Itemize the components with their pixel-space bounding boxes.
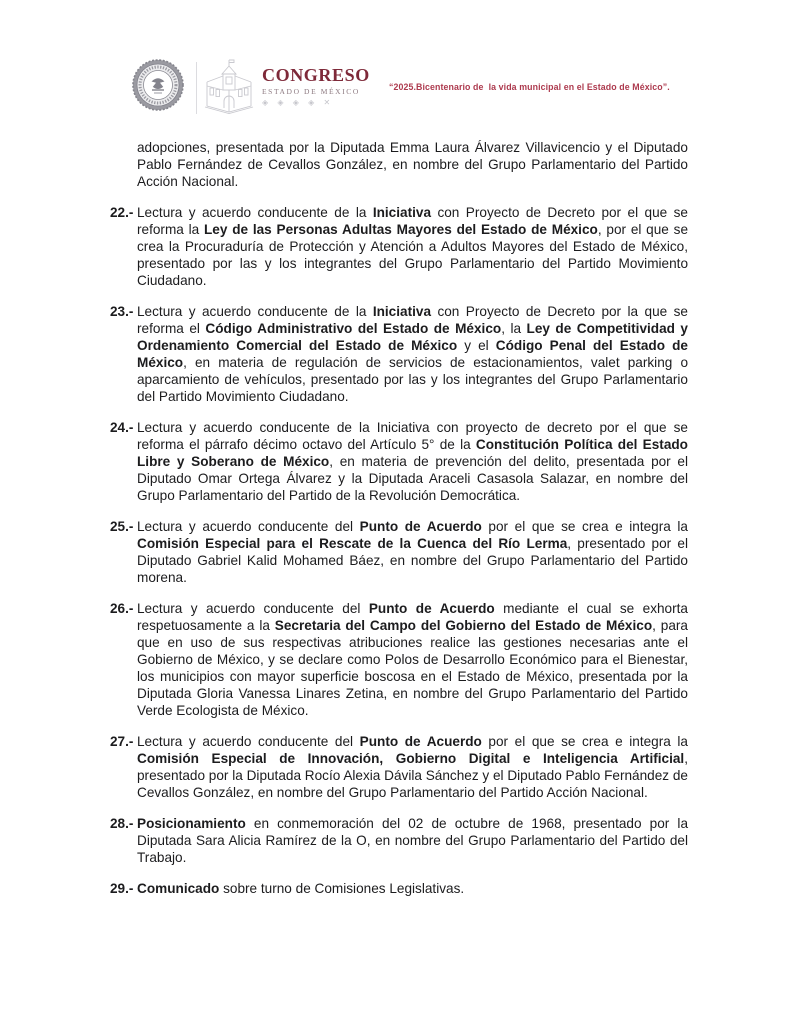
congreso-brand: [262, 66, 370, 107]
text-segment: con Proyecto de Decreto por la que se reforma el: [137, 304, 688, 336]
continuation-paragraph: [110, 139, 688, 190]
text-segment: por el que se crea e integra la: [481, 734, 688, 749]
text-segment-bold: Código Penal del Estado de México: [137, 338, 688, 370]
agenda-item-24: [110, 419, 688, 504]
agenda-item-text: [137, 880, 688, 897]
document-header: [0, 0, 791, 132]
brand-subtitle: ESTADO DE MÉXICO: [262, 87, 360, 96]
text-segment: Lectura y acuerdo conducente de la Iniciativa con proyecto de decreto por el que se reforma el párrafo décimo octavo del Artículo 5° de la: [137, 420, 688, 452]
text-segment: Lectura y acuerdo conducente de la: [137, 205, 373, 220]
text-segment: , en materia de regulación de servicios de estacionamientos, valet parking o aparcamiento de vehículos, presentado por las y los integrantes del Grupo Parlamentario del Partido Movimiento Ciudadano.: [137, 355, 688, 404]
text-segment: sobre turno de Comisiones Legislativas.: [219, 881, 465, 896]
agenda-item-22: [110, 204, 688, 289]
legislature-seal-icon: [132, 59, 184, 111]
text-segment: mediante el cual se exhorta respetuosamente a la: [137, 601, 688, 633]
text-segment-bold: Comunicado: [137, 881, 220, 896]
text-segment-bold: Posicionamiento: [137, 816, 246, 831]
agenda-item-number: 28.-: [110, 816, 134, 831]
agenda-item-29: [110, 880, 688, 897]
text-segment-bold: Comisión Especial de Innovación, Gobierno Digital e Inteligencia Artificial: [137, 751, 685, 766]
text-segment-bold: Secretaria del Campo del Gobierno del Estado de México: [274, 618, 653, 633]
text-segment-bold: Iniciativa: [372, 205, 432, 220]
agenda-list: [110, 139, 688, 911]
agenda-item-number: 23.-: [110, 304, 134, 319]
text-segment: Lectura y acuerdo conducente del: [137, 601, 369, 616]
text-segment: adopciones, presentada por la Diputada Emma Laura Álvarez Villavicencio y el Diputado Pablo Fernández de Cevallos González, en nombre del Grupo Parlamentario del Partido Acción Nacional.: [137, 140, 688, 189]
agenda-item-23: [110, 303, 688, 405]
agenda-item-text: [137, 419, 688, 504]
agenda-item-number: 26.-: [110, 601, 134, 616]
text-segment-bold: Punto de Acuerdo: [359, 734, 482, 749]
text-segment: por el que se crea e integra la: [481, 519, 688, 534]
agenda-item-number: 29.-: [110, 881, 134, 896]
text-segment: , la: [501, 321, 527, 336]
text-segment-bold: Comisión Especial para el Rescate de la Cuenca del Río Lerma: [137, 536, 568, 551]
header-quote: “2025.Bicentenario de la vida municipal en el Estado de México”.: [389, 82, 670, 92]
agenda-item-text: [137, 815, 688, 866]
congreso-building-icon: [203, 58, 255, 114]
agenda-item-25: [110, 518, 688, 586]
text-segment-bold: Punto de Acuerdo: [359, 519, 482, 534]
text-segment: , en materia de prevención del delito, presentada por el Diputado Omar Ortega Álvarez y la Diputada Araceli Casasola Salazar, en nombre del Grupo Parlamentario del Partido de la Revolución Democrática.: [137, 454, 688, 503]
agenda-item-number: 24.-: [110, 420, 134, 435]
text-segment: , por el que se crea la Procuraduría de Protección y Atención a Adultos Mayores del Estado de México, presentado por las y los integrantes del Grupo Parlamentario del Partido Movimiento Ciudadano.: [137, 222, 688, 288]
text-segment: Lectura y acuerdo conducente del: [137, 734, 360, 749]
agenda-item-text: [137, 518, 688, 586]
header-divider: [196, 62, 197, 114]
text-segment: , para que en uso de sus respectivas atribuciones realice las gestiones necesarias ante el Gobierno de México, y se declare como Polos de Desarrollo Económico para el Bienestar, los municipios con mayor superficie boscosa en el Estado de México, presentada por la Diputada Gloria Vanessa Linares Zetina, en nombre del Grupo Parlamentario del Partido Verde Ecologista de México.: [137, 618, 688, 718]
brand-title: CONGRESO: [262, 65, 370, 85]
agenda-item-27: [110, 733, 688, 801]
legislature-seal-logo: [132, 59, 184, 111]
agenda-item-text: [137, 139, 688, 190]
brand-ornaments-icon: ◈ ◈ ◈ ◈ ✕: [262, 98, 334, 107]
text-segment-bold: Iniciativa: [372, 304, 432, 319]
agenda-item-number: 22.-: [110, 205, 134, 220]
text-segment: , presentado por el Diputado Gabriel Kalid Mohamed Báez, en nombre del Grupo Parlamentario del Partido morena.: [137, 536, 689, 585]
agenda-item-number: [110, 139, 137, 190]
text-segment: en conmemoración del 02 de octubre de 1968, presentado por la Diputada Sara Alicia Ramírez de la O, en nombre del Grupo Parlamentario del Partido del Trabajo.: [137, 816, 688, 865]
agenda-item-text: [137, 600, 688, 719]
building-sketch-icon: [203, 58, 255, 114]
text-segment-bold: Ley de las Personas Adultas Mayores del Estado de México: [203, 222, 598, 237]
text-segment: con Proyecto de Decreto por el que se reforma la: [137, 205, 688, 237]
agenda-item-26: [110, 600, 688, 719]
text-segment-bold: Código Administrativo del Estado de México: [205, 321, 502, 336]
text-segment: Lectura y acuerdo conducente de la: [137, 304, 373, 319]
text-segment: y el: [457, 338, 496, 353]
text-segment-bold: Ley de Competitividad y Ordenamiento Comercial del Estado de México: [137, 321, 688, 353]
agenda-item-text: [137, 733, 688, 801]
text-segment-bold: Punto de Acuerdo: [368, 601, 495, 616]
agenda-item-text: [137, 303, 688, 405]
agenda-item-text: [137, 204, 688, 289]
agenda-item-number: 27.-: [110, 734, 134, 749]
agenda-item-number: 25.-: [110, 519, 134, 534]
text-segment: , presentado por la Diputada Rocío Alexia Dávila Sánchez y el Diputado Pablo Fernández de Cevallos González, en nombre del Grupo Parlamentario del Partido Acción Nacional.: [137, 751, 688, 800]
agenda-item-28: [110, 815, 688, 866]
text-segment-bold: Constitución Política del Estado Libre y Soberano de México: [137, 437, 688, 469]
text-segment: Lectura y acuerdo conducente del: [137, 519, 360, 534]
